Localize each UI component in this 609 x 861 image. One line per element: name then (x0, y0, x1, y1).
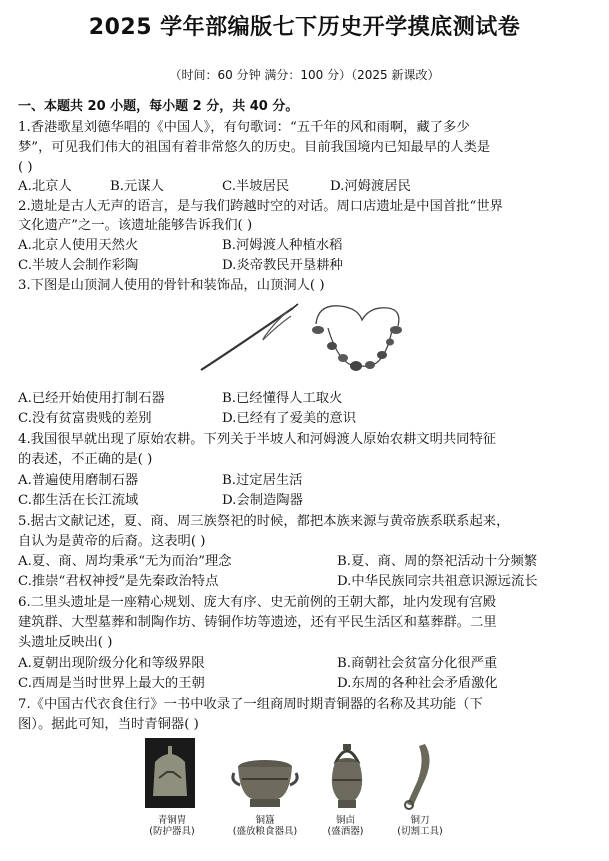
question-4-option-b: B.过定居生活 (222, 473, 303, 488)
bronze-gui-use: (盛放粮食器具) (232, 826, 298, 837)
bronze-you-image (325, 742, 370, 810)
question-6-option-a: A.夏朝出现阶级分化和等级界限 (18, 656, 205, 671)
question-2-line-2: 文化遗产”之一。该遗址能够告诉我们( ) (18, 218, 253, 233)
question-5-option-a: A.夏、商、周均秉承“无为而治”理念 (18, 554, 232, 569)
question-1-line-1: 1.香港歌星刘德华唱的《中国人》，有句歌词：“五千年的风和雨啊，藏了多少 (18, 120, 470, 135)
bronze-knife-use: (切割工具) (397, 826, 443, 837)
question-2-option-d: D.炎帝教民开垦耕种 (222, 258, 343, 273)
ornament-necklace-image (310, 300, 405, 375)
question-4-option-d: D.会制造陶器 (222, 493, 303, 508)
question-3-option-a: A.已经开始使用打制石器 (18, 391, 165, 406)
bronze-helmet-name: 青铜胄 (157, 815, 187, 826)
question-1-line-3: ( ) (18, 160, 33, 175)
question-5-option-b: B.夏、商、周的祭祀活动十分频繁 (337, 554, 538, 569)
bronze-helmet-use: (防护器具) (149, 826, 195, 837)
question-4-option-c: C.都生活在长江流域 (18, 493, 139, 508)
question-2-option-b: B.河姆渡人种植水稻 (222, 238, 343, 253)
question-4-line-1: 4.我国很早就出现了原始农耕。下列关于半坡人和河姆渡人原始农耕文明共同特征 (18, 432, 497, 447)
question-7-line-1: 7.《中国古代衣食住行》一书中收录了一组商周时期青铜器的名称及其功能（下 (18, 697, 483, 712)
question-1-option-b: B.元谋人 (110, 179, 164, 194)
question-4-option-a: A.普遍使用磨制石器 (18, 473, 139, 488)
bronze-you-use: (盛酒器) (327, 826, 364, 837)
bronze-you-caption (318, 815, 373, 837)
question-1-option-c: C.半坡居民 (222, 179, 290, 194)
question-6-option-b: B.商朝社会贫富分化很严重 (337, 656, 498, 671)
question-5-option-d: D.中华民族同宗共祖意识源远流长 (337, 574, 538, 589)
section-heading: 一、本题共 20 小题，每小题 2 分，共 40 分。 (18, 99, 299, 114)
question-7-line-2: 图）。据此可知，当时青铜器( ) (18, 717, 199, 732)
question-1-option-a: A.北京人 (18, 179, 72, 194)
question-6-option-d: D.东周的各种社会矛盾激化 (337, 676, 498, 691)
question-5-line-1: 5.据古文献记述，夏、商、周三族祭祀的时候，都把本族来源与黄帝族系联系起来， (18, 514, 510, 529)
question-3-option-d: D.已经有了爱美的意识 (222, 411, 357, 426)
question-3-option-c: C.没有贫富贵贱的差别 (18, 411, 152, 426)
question-5-option-c: C.推崇“君权神授”是先秦政治特点 (18, 574, 219, 589)
bronze-helmet-caption (142, 815, 202, 837)
question-6-option-c: C.西周是当时世界上最大的王朝 (18, 676, 205, 691)
question-2-option-c: C.半坡人会制作彩陶 (18, 258, 139, 273)
question-6-line-2: 建筑群、大型墓葬和制陶作坊、铸铜作坊等遗迹，还有平民生活区和墓葬群。二里 (18, 615, 497, 630)
bronze-gui-name: 铜簋 (255, 815, 275, 826)
question-1-option-d: D.河姆渡居民 (330, 179, 411, 194)
question-5-line-2: 自认为是黄帝的后裔。这表明( ) (18, 534, 206, 549)
question-6-line-3: 头遗址反映出( ) (18, 635, 113, 650)
exam-title: 2025 学年部编版七下历史开学摸底测试卷 (88, 15, 521, 40)
exam-subtitle: （时间：60 分钟 满分：100 分）（2025 新课改） (169, 68, 440, 82)
bronze-gui-caption (225, 815, 305, 837)
question-6-line-1: 6.二里头遗址是一座精心规划、庞大有序、史无前例的王朝大都，址内发现有宫殿 (18, 595, 497, 610)
question-3-option-b: B.已经懂得人工取火 (222, 391, 343, 406)
bronze-you-name: 铜卣 (335, 815, 355, 826)
bronze-knife-caption (390, 815, 450, 837)
question-3-line-1: 3.下图是山顶洞人使用的骨针和装饰品，山顶洞人( ) (18, 278, 325, 293)
bronze-knife-name: 铜刀 (410, 815, 430, 826)
question-2-line-1: 2.遗址是古人无声的语言，是与我们跨越时空的对话。周口店遗址是中国首批“世界 (18, 199, 503, 214)
bronze-helmet-image (145, 738, 195, 808)
question-4-line-2: 的表述，不正确的是( ) (18, 452, 153, 467)
bronze-knife-image (395, 740, 440, 812)
question-1-line-2: 梦”，可见我们伟大的祖国有着非常悠久的历史。目前我国境内已知最早的人类是 (18, 140, 491, 155)
bronze-gui-image (230, 755, 300, 810)
question-2-option-a: A.北京人使用天然火 (18, 238, 139, 253)
bone-needle-image (195, 296, 305, 376)
